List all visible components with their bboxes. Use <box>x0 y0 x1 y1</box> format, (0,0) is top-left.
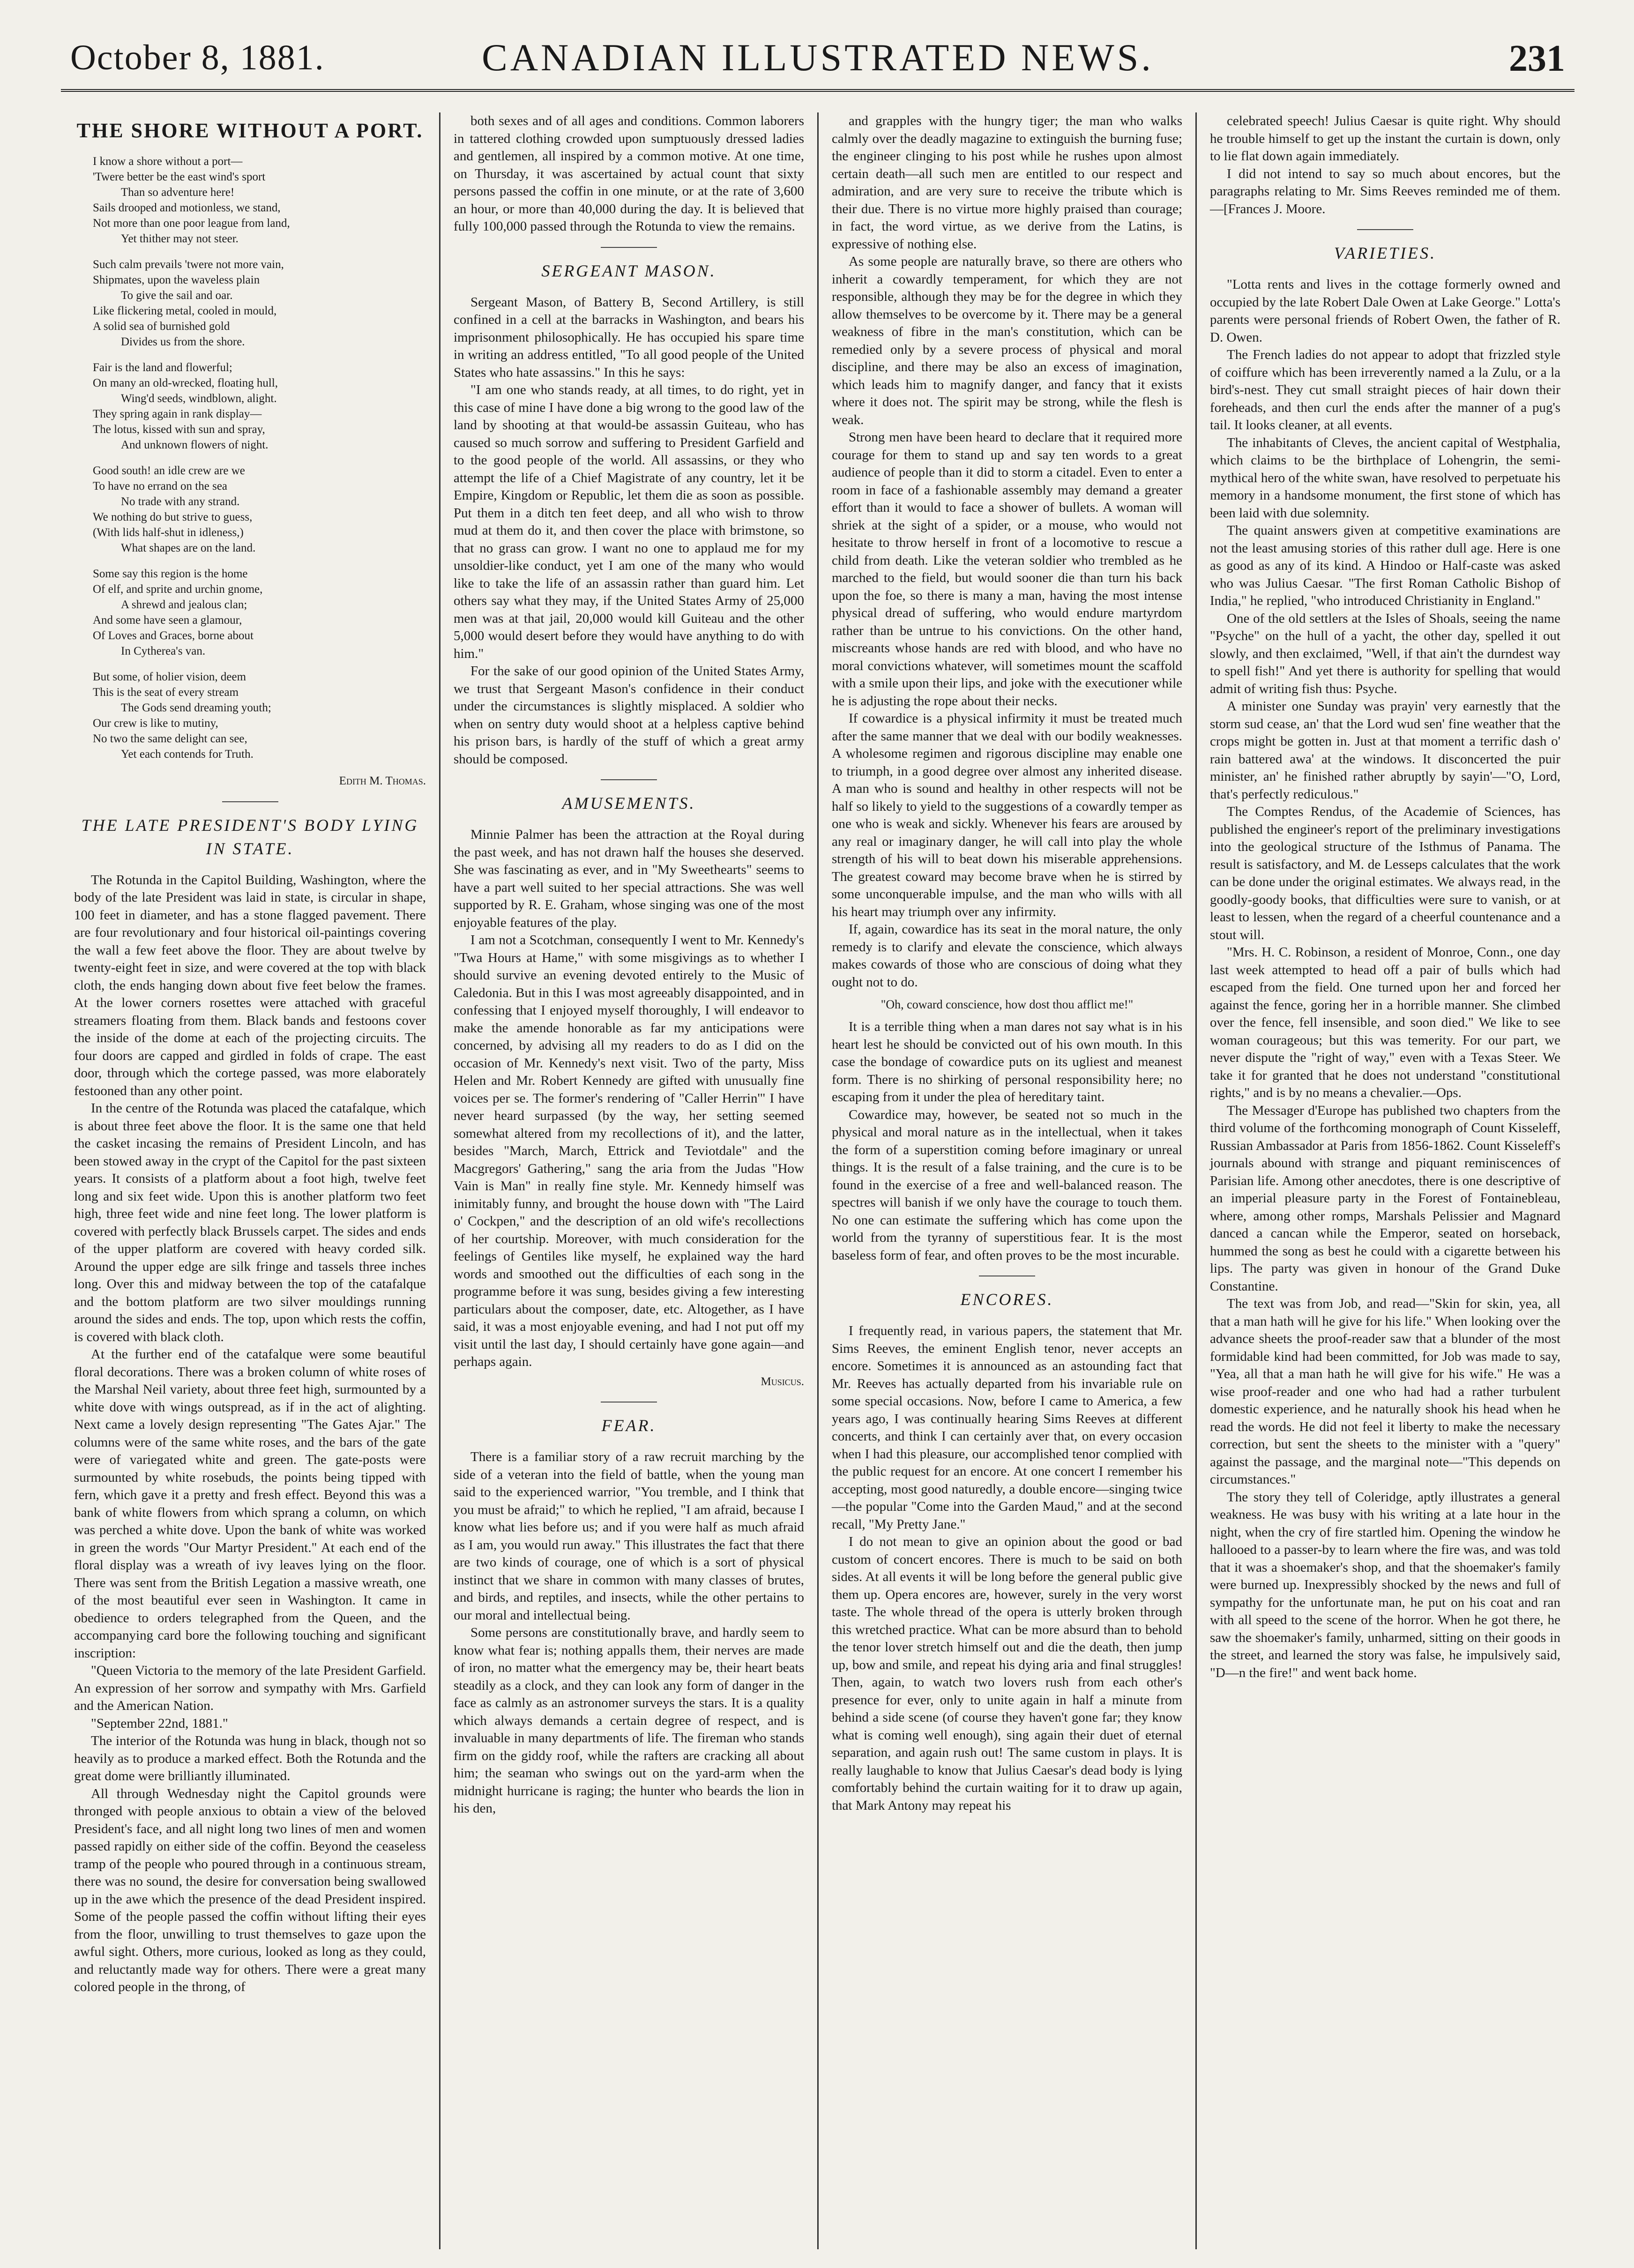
divider <box>601 779 657 780</box>
paragraph: The story they tell of Coleridge, aptly illustrates a general weakness. He was busy with his writing at a late hour in the night, when the cry of fire startled him. Opening the window he hallooed to a passer-by to learn where the fire was, and was told that it was a shoemaker's shop, and that the shoemaker's family were burned up. Inexpressibly shocked by the news and full of sympathy for the unfortunate man, he put on his coat and ran with all speed to the scene of the horror. When he got there, he saw the shoemaker's family, unharmed, sitting on their goods in the street, and learned the story was false, he impulsively said, "D—n the fire!" and went back home. <box>1210 1489 1560 1680</box>
poem-line: Our crew is like to mutiny, <box>93 717 218 730</box>
poem-line: And some have seen a glamour, <box>93 614 242 627</box>
article-body-president <box>74 872 426 1996</box>
poem-line: Wing'd seeds, windblown, alight. <box>121 392 277 405</box>
column-2 <box>439 112 817 2249</box>
poem-line: Of Loves and Graces, borne about <box>93 629 254 642</box>
poem-line: To have no errand on the sea <box>93 480 228 492</box>
poem-line: On many an old-wrecked, floating hull, <box>93 377 278 389</box>
poem-line: Such calm prevails 'twere not more vain, <box>93 258 284 271</box>
article-title-president: THE LATE PRESIDENT'S BODY LYING IN STATE. <box>81 815 419 858</box>
page-number: 231 <box>1509 38 1565 79</box>
divider <box>1357 229 1413 230</box>
poem-line: No trade with any strand. <box>121 495 240 508</box>
paragraph: In the centre of the Rotunda was placed the catafalque, which is about three feet above the floor. It is the same one that held the casket incasing the remains of President Lincoln, and has been stowed away in the crypt of the Capitol for the past sixteen years. It consists of a platform about a foot high, twelve feet long and six feet wide. Upon this is another platform two feet high, three feet wide and nine feet long. The lower platform is covered with perfectly black Brussels carpet. The sides and ends of the upper platform are covered with heavy corded silk. Around the upper edge are silk fringe and tassels three inches long. Over this and midway between the top of the catafalque and the bottom platform are two silver mouldings running around the sides and ends. The top, upon which rests the coffin, is covered with black cloth. <box>74 1101 426 1344</box>
poem-line: The lotus, kissed with sun and spray, <box>93 423 265 436</box>
poem-line: They spring again in rank display— <box>93 408 262 420</box>
poem-stanza <box>93 257 426 350</box>
paragraph: If cowardice is a physical infirmity it must be treated much after the same manner that we deal with our bodily weaknesses. A wholesome regimen and rigorous discipline may enable one to triumph, in a good degree over almost any inherited disease. A man who is sound and healthy in other respects will not be half so likely to yield to the suggestions of a cowardly temper as one who is weak and sickly. Whenever his fears are aroused by any real or imaginary danger, he will call into play the whole strength of his will to beat down his miserable apprehensions. The greatest coward may become brave when he is stirred by some unconquerable impulse, and the man who wills with all his heart may triumph over any infirmity. <box>832 711 1182 919</box>
newspaper-title: CANADIAN ILLUSTRATED NEWS. <box>482 36 1154 79</box>
paragraph: I did not intend to say so much about encores, but the paragraphs relating to Mr. Sims Reeves reminded me of them.—[Frances J. Moore. <box>1210 166 1560 216</box>
poem-line: Good south! an idle crew are we <box>93 464 245 477</box>
masthead <box>61 19 1574 92</box>
paragraph: If, again, cowardice has its seat in the moral nature, the only remedy is to clarify and elevate the conscience, which always makes cowards of those who are conscious of doing what they ought not to do. <box>832 922 1182 990</box>
paragraph: At the further end of the catafalque were some beautiful floral decorations. There was a broken column of white roses of the Marshal Neil variety, about three feet high, surmounted by a white dove with wings outspread, as if in the act of alighting. Next came a lovely design representing "The Gates Ajar." The columns were of the same white roses, and the bars of the gate were of variegated white and green. The gate-posts were surmounted by white rosebuds, the points being tipped with fern, which gave it a pretty and fresh effect. Beyond this was a bank of white flowers from which sprang a column, on which was perched a white dove. Upon the bank of white was worked in green the words "Our Martyr President." At each end of the floral display was a wreath of ivy leaves lying on the floor. There was sent from the British Legation a massive wreath, one of the most beautiful ever seen in Washington. It came in obedience to orders telegraphed from the Queen, and the accompanying card bore the following touching and significant inscription: <box>74 1347 426 1661</box>
poem-line: Not more than one poor league from land, <box>93 217 290 230</box>
article-title-amusements: AMUSEMENTS. <box>562 794 696 813</box>
paragraph: I frequently read, in various papers, the statement that Mr. Sims Reeves, the eminent English tenor, never accepts an encore. Sometimes it is announced as an astounding fact that Mr. Reeves has actually departed from his invariable rule on some special occasions. Now, before I came to America, a few years ago, I was continually hearing Sims Reeves at different concerts, and think I can certainly aver that, on every occasion when I had this pleasure, our accomplished tenor complied with the public request for an encore. At one concert I remember his accepting, most good naturedly, a double encore—singing twice—the popular "Come into the Garden Maud," and at the second recall, "My Pretty Jane." <box>832 1323 1182 1532</box>
poem-stanza <box>93 566 426 659</box>
paragraph: The Messager d'Europe has published two chapters from the third volume of the forthcoming monograph of Count Kisseleff, Russian Ambassador at Paris from 1856-1862. Count Kisseleff's journals abound with strange and piquant reminiscences of Parisian life. Among other anecdotes, there is one descriptive of an imperial pleasure party in the Forest of Fontainebleau, where, among other romps, Marshals Pelissier and Magnard danced a cancan while the Emperor, seated on horseback, hummed the song as best he could with a cigarette between his lips. The party was given in honour of the Grand Duke Constantine. <box>1210 1103 1560 1294</box>
poem-line: But some, of holier vision, deem <box>93 671 246 683</box>
column-3 <box>817 112 1195 2249</box>
poem-line: (With lids half-shut in idleness,) <box>93 526 244 539</box>
paragraph: There is a familiar story of a raw recruit marching by the side of a veteran into the field of battle, when the young man said to the experienced warrior, "You tremble, and I think that you must be afraid;" to which he replied, "I am afraid, because I know what lies before us; and if you were half as much afraid as I am, you would run away." This illustrates the fact that there are two kinds of courage, one of which is a sort of physical instinct that we share in common with many classes of brutes, and birds, and reptiles, and insects, while the other pertains to our moral and intellectual being. <box>454 1449 804 1623</box>
article-title-encores: ENCORES. <box>960 1290 1054 1309</box>
poem-stanza <box>93 360 426 453</box>
paragraph: As some people are naturally brave, so there are others who inherit a cowardly temperament, for which they are not responsible, although they may be for the degree in which they allow themselves to be overcome by it. There may be a general weakness of fibre in the man's constitution, which can be remedied only by a severe process of physical and moral discipline, and there may be also an excess of imagination, which leads him to magnify danger, and fancy that it exists where it does not. The spirit may be strong, while the flesh is weak. <box>832 254 1182 427</box>
article-body-encores-end <box>1210 112 1560 218</box>
paragraph: "Lotta rents and lives in the cottage formerly owned and occupied by the late Robert Dale Owen at Lake George." Lotta's parents were personal friends of Robert Owen, the father of R. D. Owen. <box>1210 277 1560 345</box>
columns <box>61 112 1574 2249</box>
paragraph: and grapples with the hungry tiger; the man who walks calmly over the deadly magazine to extinguish the burning fuse; the engineer clinging to his post while he rushes upon almost certain death—all such men are entitled to our respect and admiration, and are very sure to receive the tribute which is their due. There is no virtue more highly praised than courage; in fact, the word virtue, as we derive from the Latins, is expressive of nothing else. <box>832 113 1182 252</box>
article-body-fear-continued <box>832 112 1182 991</box>
poem-line: I know a shore without a port— <box>93 155 243 168</box>
paragraph: The Comptes Rendus, of the Academie of Sciences, has published the engineer's report of the preliminary investigations into the geological structure of the Isthmus of Panama. The result is satisfactory, and M. de Lesseps calculates that the work can be done under the original estimates. We always read, in the goodly-goody books, that difficulties were sure to vanish, or at least to lessen, when the regard of a cheerful countenance and a stout will. <box>1210 804 1560 942</box>
poem-line: This is the seat of every stream <box>93 686 239 699</box>
poem-line: Yet thither may not steer. <box>121 232 239 245</box>
paragraph: All through Wednesday night the Capitol grounds were thronged with people anxious to obtain a view of the beloved President's face, and all night long two lines of men and women passed rapidly on either side of the coffin. Beyond the ceaseless tramp of the people who poured through in a continuous stream, there was no sound, the desire for conversation being swallowed up in the awe which the presence of the dead President inspired. Some of the people passed the coffin without lifting their eyes from the floor, unwilling to trust themselves to gaze upon the awful sight. Others, more curious, looked as long as they could, and reluctantly made way for others. There were a great many colored people in the throng, of <box>74 1786 426 1994</box>
article-title-fear: FEAR. <box>601 1416 657 1435</box>
paragraph: celebrated speech! Julius Caesar is quite right. Why should he trouble himself to get up the instant the curtain is down, only to lie flat down again immediately. <box>1210 113 1560 164</box>
poem-line: The Gods send dreaming youth; <box>121 701 271 714</box>
paragraph: I am not a Scotchman, consequently I went to Mr. Kennedy's "Twa Hours at Hame," with some misgivings as to whether I should survive an evening devoted entirely to the Music of Caledonia. But in this I was most agreeably disappointed, and in confessing that I enjoyed myself thoroughly, I will endeavor to make the amende honorable as far my anticipations were concerned, by advising all my readers to do as I did on the occasion of Mr. Kennedy's next visit. Two of the party, Miss Helen and Mr. Robert Kennedy are gifted with unusually fine voices per se. The former's rendering of "Caller Herrin'" I have never heard surpassed (by the way, her setting seemed somewhat altered from my recollections of it), and the latter, besides "March, March, Ettrick and Teviotdale" and the Macgregors' Gathering," sang the aria from the Judas "How Vain is Man" in really fine style. Mr. Kennedy himself was inimitably funny, and brought the house down with "The Laird o' Cockpen," and the description of an old wife's recollections of her courtship. Moreover, with much consideration for the feelings of Gentiles like myself, he explained way the hard words and smoothed out the difficulties of each song in the programme before it was sung, besides giving a few interesting particulars about the composer, date, etc. Altogether, as I have said, it was a most enjoyable evening, and had I not put off my visit until the last day, I should certainly have gone again—and perhaps again. <box>454 933 804 1369</box>
poem-line: And unknown flowers of night. <box>121 439 269 451</box>
poem-line: To give the sail and oar. <box>121 289 233 302</box>
poem-line: Than so adventure here! <box>121 186 235 199</box>
poem-line: Yet each contends for Truth. <box>121 748 254 761</box>
article-body-sergeant <box>454 294 804 768</box>
poem-line: A solid sea of burnished gold <box>93 320 230 333</box>
paragraph: The inhabitants of Cleves, the ancient capital of Westphalia, which claims to be the birthplace of Lohengrin, the semi-mythical hero of the white swan, have resolved to perpetuate his memory in a handsome monument, the first stone of which has been laid with due solemnity. <box>1210 435 1560 521</box>
paragraph: The French ladies do not appear to adopt that frizzled style of coiffure which has been irreverently named a la Zulu, or a la bird's-nest. They cut small straight pieces of hair down their foreheads, and then curl the ends after the manner of a pug's tail. It looks cleaner, at all events. <box>1210 347 1560 433</box>
article-title-varieties: VARIETIES. <box>1334 244 1437 262</box>
divider <box>601 1402 657 1403</box>
paragraph: "Mrs. H. C. Robinson, a resident of Monroe, Conn., one day last week attempted to head off a pair of bulls which had escaped from the field. One turned upon her and forced her against the fence, goring her in a horrible manner. She climbed over the fence, fell insensible, and soon died." We like to see woman courageous; but this was temerity. For our part, we never dispute the "right of way," even with a Texas Steer. We take it for granted that he does not understand "constitutional rights," and is by no means a chevalier.—Ops. <box>1210 945 1560 1100</box>
column-4 <box>1195 112 1574 2249</box>
poem <box>93 154 426 762</box>
paragraph: Some persons are constitutionally brave, and hardly seem to know what fear is; nothing appalls them, their nerves are made of iron, no matter what the emergency may be, their heart beats steadily as a clock, and they can look any form of danger in the face as calmly as an astronomer surveys the stars. It is a quality which always demands a certain degree of respect, and is invaluable in many departments of life. The fireman who stands firm on the giddy roof, while the rafters are cracking all about him; the seaman who swings out on the yard-arm when the midnight hurricane is raging; the hunter who beards the lion in his den, <box>454 1625 804 1816</box>
poem-line: Fair is the land and flowerful; <box>93 361 232 374</box>
poem-line: Some say this region is the home <box>93 567 248 580</box>
paragraph: A minister one Sunday was prayin' very earnestly that the storm sud cease, an' that the Lord wud sen' fine weather that the crops might be gotten in. Just at that moment a terrific dash o' rain battered awa' at the windows. It disconcerted the puir minister, an' he finished rather abruptly by sayin'—"O, Lord, that's perfectly rediculous." <box>1210 699 1560 802</box>
paragraph: "I am one who stands ready, at all times, to do right, yet in this case of mine I have done a big wrong to the good law of the land by shooting at that would-be assassin Guiteau, who has caused so much sorrow and suffering to President Garfield and to the good people of the world. All assassins, or they who attempt the life of a Chief Magistrate of any country, let it be Empire, Kingdom or Republic, let them die as soon as possible. Put them in a ditch ten feet deep, and all who wish to throw mud at them do it, and then cover the place with brimstone, so that no grass can grow. I want no one to applaud me for my unsoldier-like conduct, yet I am one of the many who would like to take the life of an assassin rather than guard him. Let others say what they may, if the United States Army of 25,000 men was at that jail, 20,000 would kill Guiteau and the other 5,000 would desert before they would have anything to do with him." <box>454 382 804 661</box>
poem-line: A shrewd and jealous clan; <box>121 598 247 611</box>
poem-author: Edith M. Thomas. <box>339 775 426 787</box>
article-body-continued <box>454 112 804 236</box>
article-body-amusements <box>454 826 804 1371</box>
poem-line: In Cytherea's van. <box>121 645 206 657</box>
article-body-varieties <box>1210 276 1560 1682</box>
paragraph: Cowardice may, however, be seated not so much in the physical and moral nature as in the intellectual, when it takes the form of a superstition coming before imaginary or unreal things. It is the result of a false training, and the cure is to be found in the exercise of a free and well-balanced reason. The spectres will banish if we only have the courage to touch them. No one can estimate the suffering which has come upon the world from the tyranny of superstitious fear. It is the most baseless form of fear, and often proves to be the most incurable. <box>832 1107 1182 1263</box>
paragraph: "Queen Victoria to the memory of the late President Garfield. An expression of her sorrow and sympathy with Mrs. Garfield and the American Nation. <box>74 1663 426 1713</box>
paragraph: both sexes and of all ages and conditions. Common laborers in tattered clothing crowded upon sumptuously dressed ladies and gentlemen, all inspired by a common motive. At one time, on Thursday, it was ascertained by actual count that sixty persons passed the coffin in one minute, or at the rate of 3,600 an hour, or more than 40,000 during the day. It is believed that fully 100,000 passed through the Rotunda to view the remains. <box>454 113 804 234</box>
paragraph: One of the old settlers at the Isles of Shoals, seeing the name "Psyche" on the hull of a yacht, the other day, spelled it out slowly, and then exclaimed, "Well, if that ain't the durndest way to spell fish!" And yet there is authority for spelling that would admit of writing fish thus: Psyche. <box>1210 611 1560 696</box>
poem-line: What shapes are on the land. <box>121 542 256 554</box>
paragraph: Strong men have been heard to declare that it required more courage for them to stand up and say ten words to a great audience of people than it did to storm a citadel. Even to enter a room in face of a fashionable assembly may demand a greater effort than it would to face a shower of bullets. A woman will shriek at the sight of a spider, or a mouse, who would not hesitate to throw herself in front of a locomotive to rescue a child from death. Like the veteran soldier who trembled as he marched to the field, but would sooner die than turn his back upon the foe, so there is many a man, having the most intense physical dread of suffering, who would endure martyrdom rather than be untrue to his convictions. On the other hand, miscreants whose hands are red with blood, and who have no moral convictions whatever, will sometimes mount the scaffold with a smile upon their lips, and joke with the executioner while he is adjusting the rope about their necks. <box>832 430 1182 709</box>
paragraph: The text was from Job, and read—"Skin for skin, yea, all that a man hath will he give for his life." When looking over the advance sheets the proof-reader saw that a blunder of the most formidable kind had been committed, for Job was made to say, "Yea, all that a man hath he will give for his wife." He was a wise proof-reader and one who had had a rather turbulent domestic experience, and he naturally shook his head when he read the words. He did not feel it liberty to make the necessary correction, but sent the sheets to the minister with a "query" against the passage, and the marginal note—"This depends on circumstances." <box>1210 1296 1560 1487</box>
poem-line: Sails drooped and motionless, we stand, <box>93 201 281 214</box>
divider <box>601 247 657 248</box>
article-body-encores <box>832 1322 1182 1814</box>
paragraph: The interior of the Rotunda was hung in black, though not so heavily as to produce a marked effect. Both the Rotunda and the great dome were brilliantly illuminated. <box>74 1733 426 1783</box>
quotation: "Oh, coward conscience, how dost thou afflict me!" <box>880 998 1134 1011</box>
poem-line: We nothing do but strive to guess, <box>93 511 253 523</box>
poem-stanza <box>93 463 426 556</box>
poem-line: No two the same delight can see, <box>93 732 247 745</box>
paragraph: The quaint answers given at competitive examinations are not the least amusing stories of this rather dull age. Here is one as good as any of its kind. A Hindoo or Half-caste was asked who was Julius Caesar. "The first Roman Catholic Bishop of India," he replied, "who introduced Christianity in England." <box>1210 523 1560 608</box>
poem-line: Shipmates, upon the waveless plain <box>93 274 260 286</box>
amusements-signature: Musicus. <box>761 1375 804 1388</box>
paragraph: Sergeant Mason, of Battery B, Second Artillery, is still confined in a cell at the barracks in Washington, and bears his imprisonment philosophically. He has occupied his spare time in writing an address entitled, "To all good people of the United States who hate assassins." In this he says: <box>454 294 804 380</box>
poem-stanza <box>93 154 426 246</box>
article-body-fear <box>454 1448 804 1818</box>
paragraph: "September 22nd, 1881." <box>91 1716 228 1731</box>
issue-date: October 8, 1881. <box>70 38 325 77</box>
divider <box>222 801 278 802</box>
poem-line: Like flickering metal, cooled in mould, <box>93 305 277 317</box>
paragraph: I do not mean to give an opinion about the good or bad custom of concert encores. There is much to be said on both sides. At all events it will be long before the general public give them up. Opera encores are, however, surely in the very worst taste. The whole thread of the opera is utterly broken through this wretched practice. What can be more absurd than to behold the tenor lover stretch himself out and die the death, then jump up, bow and smile, and repeat his dying aria and final struggles! Then, again, to watch two lovers rush from each other's presence for ever, only to unite again in half a minute from behind a side scene (of course they haven't gone far; they know what is coming well enough), sing again their duet of eternal separation, and again rush out! The same custom in plays. It is really laughable to know that Julius Caesar's dead body is lying comfortably behind the curtain waiting for it to draw up again, that Mark Antony may repeat his <box>832 1534 1182 1813</box>
poem-stanza <box>93 669 426 762</box>
paragraph: For the sake of our good opinion of the United States Army, we trust that Sergeant Mason's confidence in their conduct under the circumstances is slightly misplaced. A soldier who when on sentry duty would shoot at a helpless captive behind his prison bars, is hardly of the stuff of which a great army should be composed. <box>454 664 804 767</box>
poem-line: 'Twere better be the east wind's sport <box>93 171 266 183</box>
poem-title: THE SHORE WITHOUT A PORT. <box>76 119 424 142</box>
article-title-sergeant: SERGEANT MASON. <box>541 261 716 280</box>
poem-line: Divides us from the shore. <box>121 336 245 348</box>
column-1 <box>61 112 439 2249</box>
paragraph: It is a terrible thing when a man dares not say what is in his heart lest he should be convicted out of his own mouth. In this case the bondage of cowardice puts on its ugliest and meanest form. There is no shirking of personal responsibility here; no escaping from it under the plea of hereditary taint. <box>832 1019 1182 1104</box>
paragraph: Minnie Palmer has been the attraction at the Royal during the past week, and has not drawn half the houses she deserved. She was fascinating as ever, and in "My Sweethearts" seems to have a part well suited to her special attractions. She was well supported by R. E. Graham, whose singing was one of the most enjoyable features of the play. <box>454 827 804 930</box>
poem-line: Of elf, and sprite and urchin gnome, <box>93 583 263 596</box>
paragraph: The Rotunda in the Capitol Building, Washington, where the body of the late President was laid in state, is circular in shape, 100 feet in diameter, and has a stone flagged pavement. There are four revolutionary and four historical oil-paintings covering the wall a few feet above the floor. They are about twelve by twenty-eight feet in size, and were covered at the top with black cloth, the ends hanging down about five feet below the frames. At the lower corners rosettes were attached with graceful streamers floating from them. Black bands and festoons cover the inside of the dome at each of the projecting circuits. The four doors are capped and girdled in folds of crape. The east door, through which the cortege passed, was more elaborately festooned than any other point. <box>74 872 426 1098</box>
article-body-fear-end <box>832 1018 1182 1264</box>
